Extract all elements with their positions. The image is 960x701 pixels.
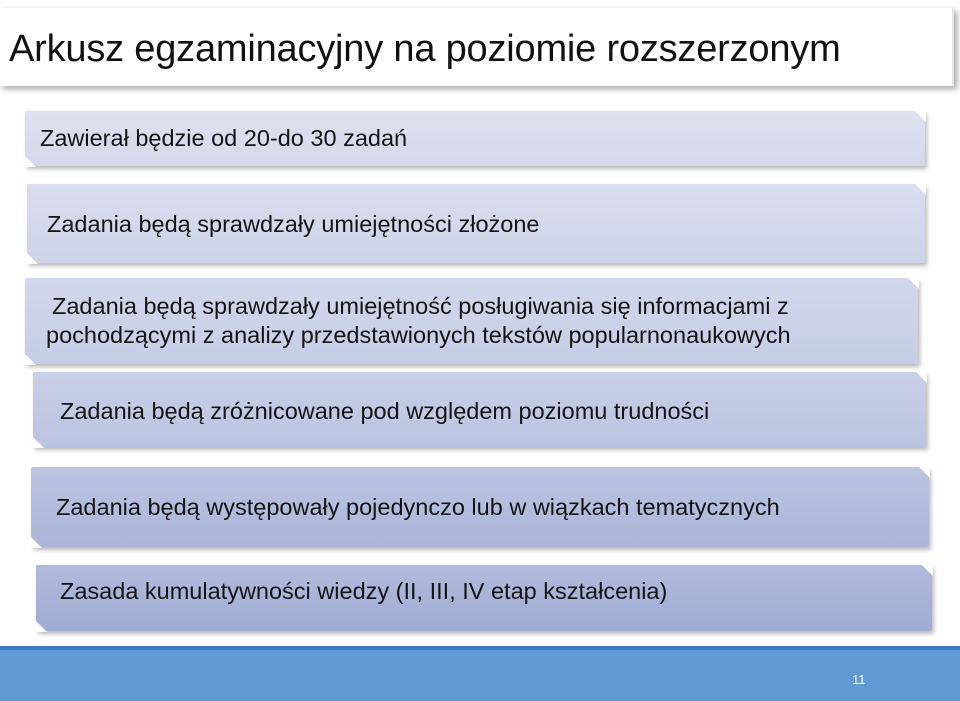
list-item-6 xyxy=(36,565,932,631)
list-item-3-line-2: pochodzącymi z analizy przedstawionych tekstów popularnonaukowych xyxy=(46,322,791,348)
slide-title: Arkusz egzaminacyjny na poziomie rozszerzonym xyxy=(9,28,841,70)
list-item-4 xyxy=(33,372,926,447)
list-item-4-text: Zadania będą zróżnicowane pod względem poziomu trudności xyxy=(60,398,710,424)
page-number: 11 xyxy=(852,672,866,687)
list-item-5-text: Zadania będą występowały pojedynczo lub w wiązkach tematycznych xyxy=(56,494,780,520)
list-item-1-text: Zawierał będzie od 20-do 30 zadań xyxy=(40,125,408,151)
list-item-2 xyxy=(27,184,925,263)
list-item-5 xyxy=(31,467,929,547)
list-item-3-line-1: Zadania będą sprawdzały umiejętność posługiwania się informacjami z xyxy=(52,293,789,319)
list-item-6-text: Zasada kumulatywności wiedzy (II, III, IV etap kształcenia) xyxy=(60,578,668,604)
list-item-2-text: Zadania będą sprawdzały umiejętności złożone xyxy=(47,211,540,237)
footer-bar xyxy=(0,650,960,701)
title-bar xyxy=(0,8,954,86)
list-item-3 xyxy=(25,278,918,364)
list-item-1 xyxy=(25,111,925,166)
